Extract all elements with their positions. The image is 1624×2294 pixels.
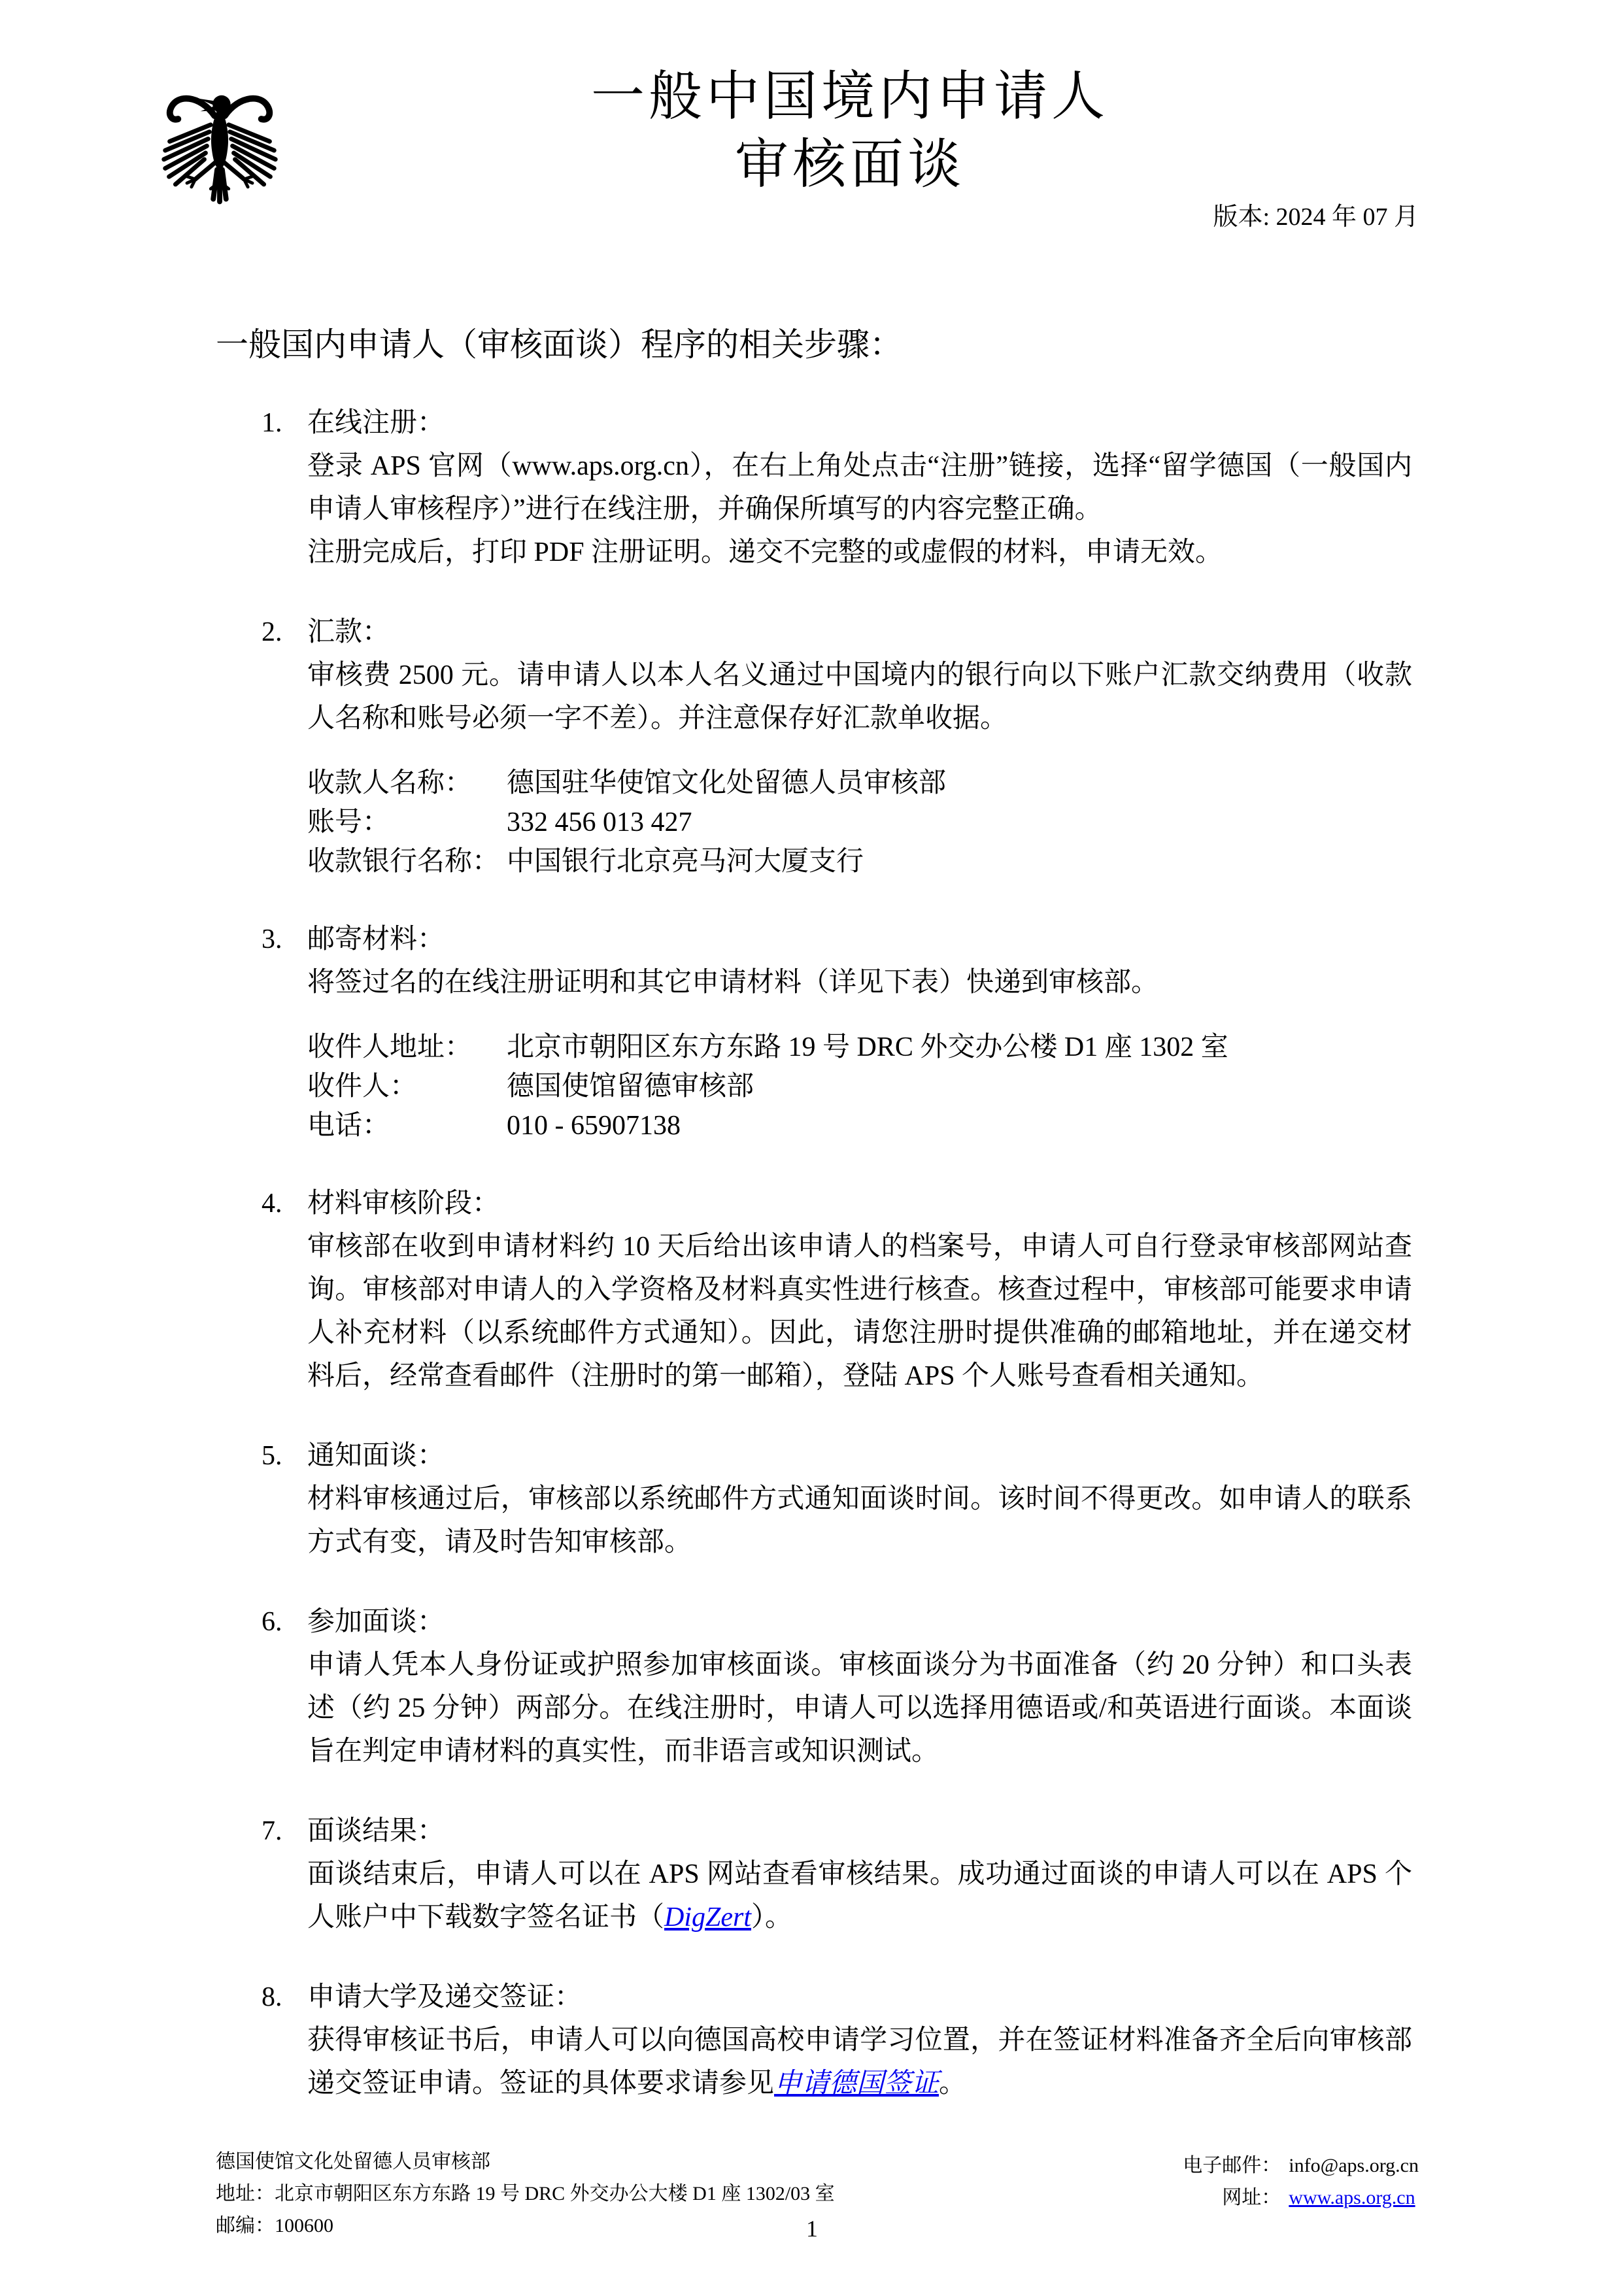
step-paragraph: 材料审核通过后，审核部以系统邮件方式通知面谈时间。该时间不得更改。如申请人的联系方式有变，请及时告知审核部。 [307, 1484, 1412, 1557]
step-heading [262, 1434, 1419, 1477]
step-attend-interview [262, 1600, 1419, 1773]
step-title: 参加面谈： [307, 1607, 445, 1637]
detail-label: 收款银行名称： [307, 847, 500, 877]
step-number: 1. [262, 408, 282, 438]
detail-value: 中国银行北京亮马河大厦支行 [507, 847, 864, 877]
document-title [262, 63, 1438, 199]
step-heading [262, 1810, 1419, 1853]
detail-row-recipient [307, 1067, 1419, 1106]
step-remittance [262, 611, 1419, 881]
step-interview-result [262, 1810, 1419, 1939]
paragraph-text: 。 [939, 2068, 967, 2099]
steps-list [262, 401, 1419, 2105]
mailing-details [307, 1028, 1419, 1145]
step-apply-university-visa [262, 1976, 1419, 2105]
step-heading [262, 611, 1419, 654]
detail-value: 北京市朝阳区东方东路 19 号 DRC 外交办公楼 D1 座 1302 室 [507, 1032, 1228, 1062]
step-paragraph [307, 1853, 1412, 1939]
detail-row-recipient-address [307, 1028, 1419, 1067]
detail-label: 收款人名称： [307, 768, 473, 798]
step-paragraph: 审核部在收到申请材料约 10 天后给出该申请人的档案号，申请人可自行登录审核部网站查询。审核部对申请人的入学资格及材料真实性进行核查。核查过程中，审核部可能要求申请人补充材料（以系统邮件方式通知）。因此，请您注册时提供准确的邮箱地址，并在递交材料后，经常查看邮件（注册时的第一邮箱），登陆 APS 个人账号查看相关通知。 [307, 1232, 1412, 1391]
step-document-review [262, 1182, 1419, 1398]
step-number: 2. [262, 617, 282, 647]
step-number: 5. [262, 1441, 282, 1471]
step-title: 材料审核阶段： [307, 1189, 500, 1219]
step-paragraph: 登录 APS 官网（www.aps.org.cn），在右上角处点击“注册”链接，选择“留学德国（一般国内申请人审核程序）”进行在线注册，并确保所填写的内容完整正确。 [307, 451, 1412, 524]
step-title: 邮寄材料： [307, 924, 445, 954]
step-heading [262, 401, 1419, 445]
detail-label: 收件人： [307, 1071, 418, 1102]
paragraph-text: 获得审核证书后，申请人可以向德国高校申请学习位置，并在签证材料准备齐全后向审核部递交签证申请。签证的具体要求请参见 [307, 2025, 1412, 2099]
footer-email-value: info@aps.org.cn [1289, 2155, 1419, 2176]
footer-organization: 德国使馆文化处留德人员审核部 [216, 2151, 490, 2172]
detail-value: 德国使馆留德审核部 [507, 1071, 754, 1102]
detail-value: 332 456 013 427 [507, 807, 692, 837]
detail-label: 电话： [307, 1111, 390, 1141]
step-heading [262, 1976, 1419, 2019]
title-line-1: 一般中国境内申请人 [590, 67, 1109, 126]
step-paragraph: 申请人凭本人身份证或护照参加审核面谈。审核面谈分为书面准备（约 20 分钟）和口头表述（约 25 分钟）两部分。在线注册时，申请人可以选择用德语或/和英语进行面谈。本面谈旨在判定申请材料的真实性，而非语言或知识测试。 [307, 1650, 1412, 1766]
step-number: 8. [262, 1982, 282, 2012]
step-mail-documents [262, 918, 1419, 1145]
footer-website-link[interactable]: www.aps.org.cn [1289, 2187, 1415, 2208]
footer-contact-block [1183, 2150, 1419, 2214]
footer-postcode: 邮编：100600 [216, 2215, 333, 2236]
step-paragraph [307, 2019, 1412, 2105]
step-number: 7. [262, 1816, 282, 1846]
step-paragraph: 注册完成后，打印 PDF 注册证明。递交不完整的或虚假的材料，申请无效。 [307, 537, 1223, 567]
page-number: 1 [806, 2216, 818, 2242]
step-paragraph: 审核费 2500 元。请申请人以本人名义通过中国境内的银行向以下账户汇款交纳费用（收款人名称和账号必须一字不差）。并注意保存好汇款单收据。 [307, 660, 1412, 734]
intro-heading: 一般国内申请人（审核面谈）程序的相关步骤： [216, 326, 902, 363]
step-number: 4. [262, 1189, 282, 1219]
detail-value: 010 - 65907138 [507, 1111, 681, 1141]
detail-row-account-number [307, 803, 1419, 842]
step-number: 6. [262, 1607, 282, 1637]
footer-email-label: 电子邮件： [1183, 2155, 1281, 2176]
paragraph-text: ）。 [751, 1902, 793, 1932]
step-number: 3. [262, 924, 282, 954]
version-label: 版本: 2024 年 07 月 [1213, 203, 1419, 231]
step-interview-notification [262, 1434, 1419, 1564]
step-heading [262, 1600, 1419, 1644]
paragraph-text: 面谈结束后，申请人可以在 APS 网站查看审核结果。成功通过面谈的申请人可以在 APS 个人账户中下载数字签名证书（ [307, 1859, 1412, 1932]
detail-row-payee-name [307, 764, 1419, 803]
detail-label: 收件人地址： [307, 1032, 473, 1062]
bank-details [307, 764, 1419, 881]
step-paragraph: 将签过名的在线注册证明和其它申请材料（详见下表）快递到审核部。 [307, 968, 1159, 998]
title-line-2: 审核面谈 [734, 135, 965, 194]
detail-row-phone [307, 1106, 1419, 1145]
detail-row-bank-name [307, 842, 1419, 881]
german-visa-link[interactable]: 申请德国签证 [774, 2068, 939, 2099]
footer-address: 地址：北京市朝阳区东方东路 19 号 DRC 外交办公大楼 D1 座 1302/03 室 [216, 2183, 835, 2204]
footer-web-label: 网址： [1222, 2187, 1281, 2208]
step-heading [262, 1182, 1419, 1225]
document-header [0, 0, 1624, 288]
step-title: 在线注册： [307, 408, 445, 438]
step-title: 面谈结果： [307, 1816, 445, 1846]
step-title: 汇款： [307, 617, 390, 647]
step-online-registration [262, 401, 1419, 574]
step-title: 通知面谈： [307, 1441, 445, 1471]
detail-label: 账号： [307, 807, 390, 837]
digzert-link[interactable]: DigZert [664, 1902, 752, 1932]
step-title: 申请大学及递交签证： [307, 1982, 583, 2012]
step-heading [262, 918, 1419, 961]
detail-value: 德国驻华使馆文化处留德人员审核部 [507, 768, 947, 798]
